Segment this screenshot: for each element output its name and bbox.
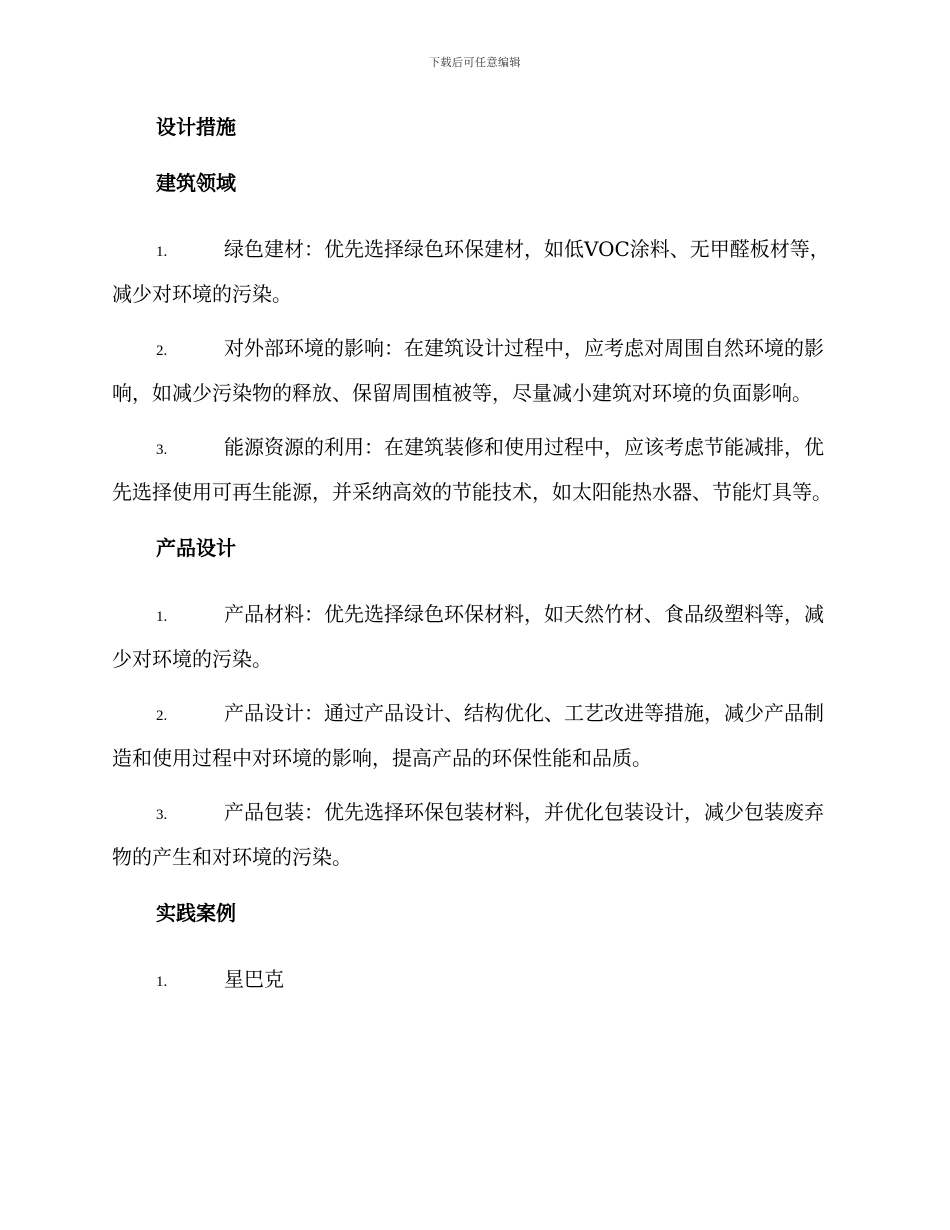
list-item-number: 1. <box>156 974 168 990</box>
section-heading-practice-cases: 实践案例 <box>156 901 236 925</box>
list-item-number: 1. <box>156 609 168 625</box>
header-note: 下载后可任意编辑 <box>429 56 521 69</box>
list-item-text: 产品设计：通过产品设计、结构优化、工艺改进等措施，减少产品制造和使用过程中对环境的影响，提高产品的环保性能和品质。 <box>112 701 824 770</box>
list-item-number: 2. <box>156 708 168 724</box>
list-item-number: 1. <box>156 244 168 260</box>
list-item <box>112 692 834 779</box>
document-content <box>112 108 834 1015</box>
list-item-text: 绿色建材：优先选择绿色环保建材，如低VOC涂料、无甲醛板材等，减少对环境的污染。 <box>112 237 830 306</box>
list-item-number: 3. <box>156 807 168 823</box>
section-heading-architecture: 建筑领域 <box>156 171 236 195</box>
list-item-number: 2. <box>156 343 168 359</box>
list-item <box>112 327 834 414</box>
list-item <box>112 593 834 680</box>
list-item-text: 能源资源的利用：在建筑装修和使用过程中，应该考虑节能减排，优先选择使用可再生能源，并采纳高效的节能技术，如太阳能热水器、节能灯具等。 <box>112 435 832 504</box>
list-item <box>112 426 834 513</box>
list-item-text: 星巴克 <box>224 967 284 991</box>
list-item-text: 产品包装：优先选择环保包装材料，并优化包装设计，减少包装废弃物的产生和对环境的污染。 <box>112 800 824 869</box>
list-item <box>112 791 834 878</box>
list-item-number: 3. <box>156 442 168 458</box>
list-item-text: 对外部环境的影响：在建筑设计过程中，应考虑对周围自然环境的影响，如减少污染物的释放、保留周围植被等，尽量减小建筑对环境的负面影响。 <box>112 336 824 405</box>
list-item <box>112 958 834 1003</box>
list-item-text: 产品材料：优先选择绿色环保材料，如天然竹材、食品级塑料等，减少对环境的污染。 <box>112 602 824 671</box>
document-title: 设计措施 <box>156 115 236 139</box>
section-heading-product-design: 产品设计 <box>156 536 236 560</box>
list-item <box>112 228 834 315</box>
